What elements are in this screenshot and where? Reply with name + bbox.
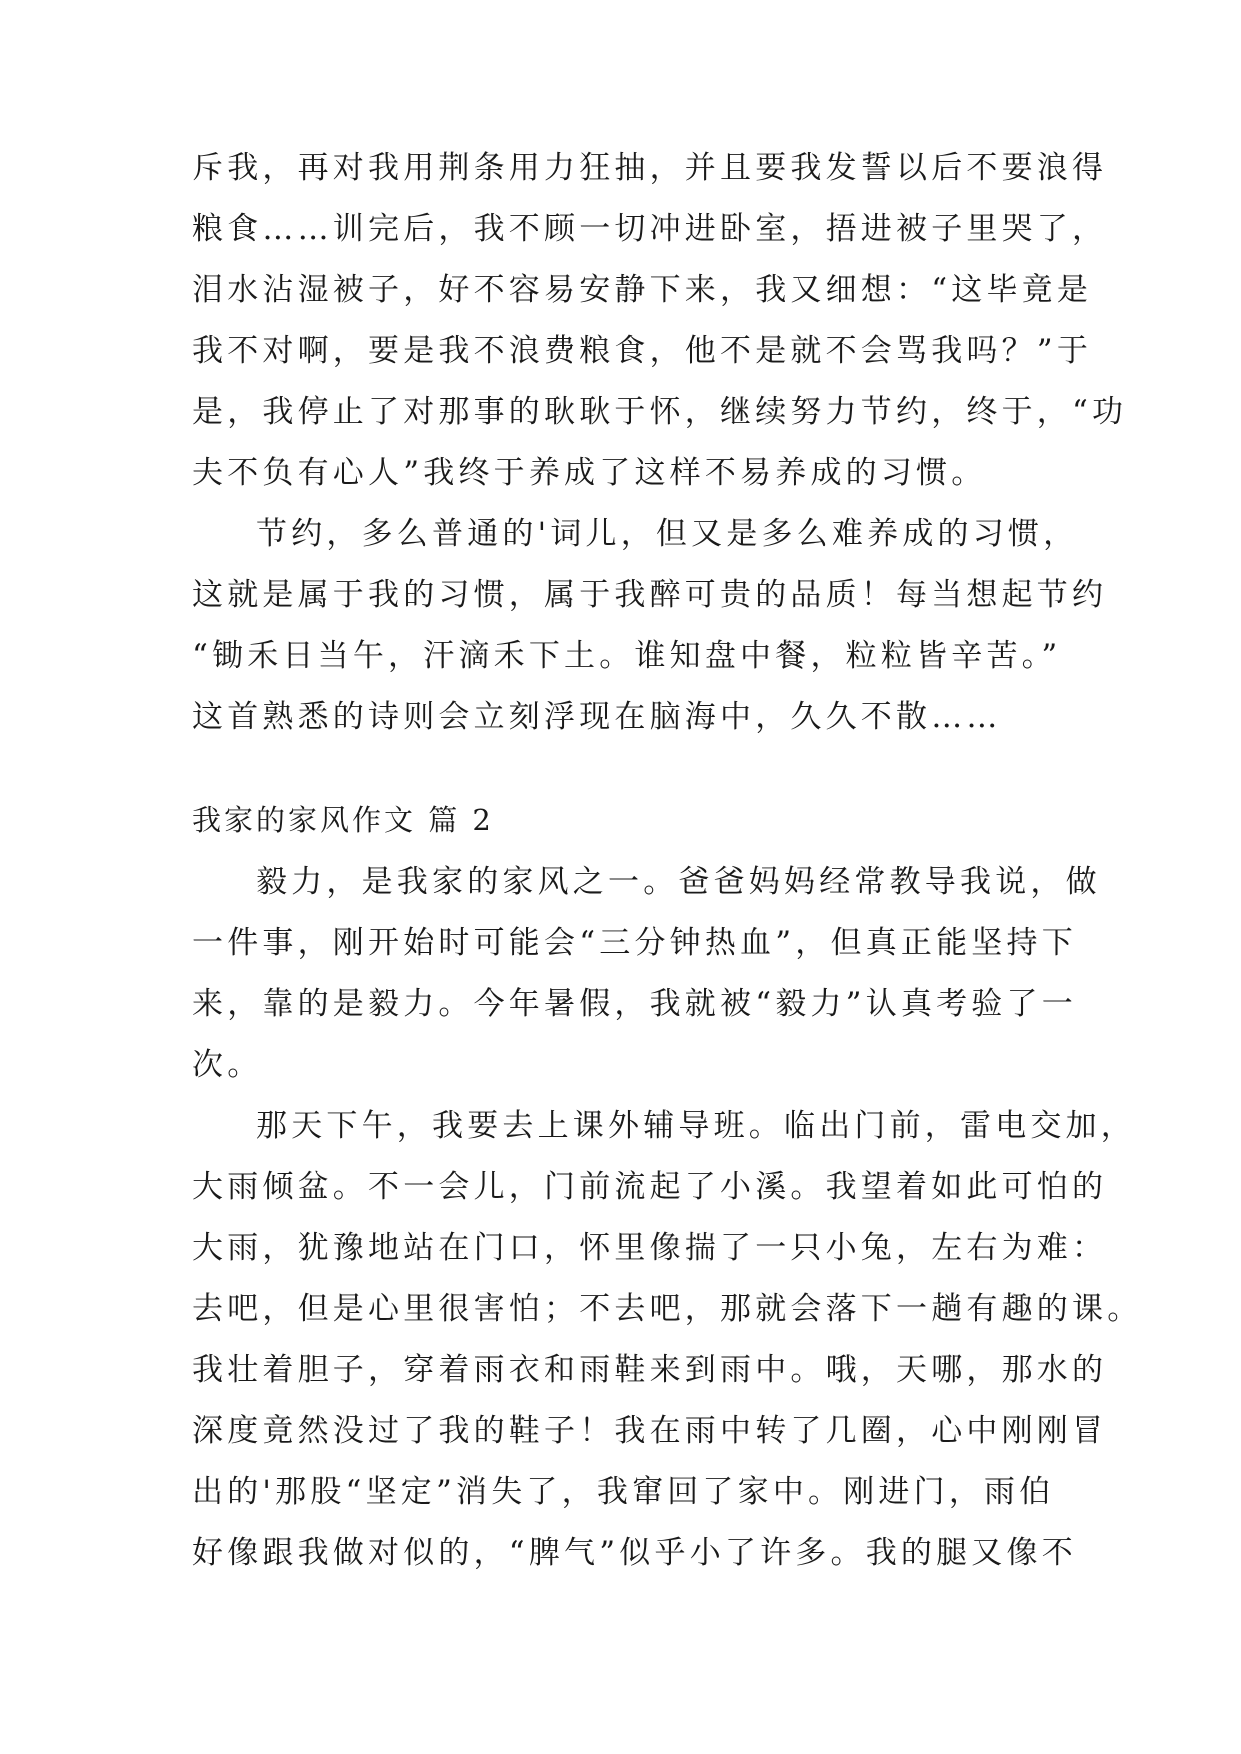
text-line: 我不对啊，要是我不浪费粮食，他不是就不会骂我吗？”于 [192, 333, 1093, 369]
text-line: 节约，多么普通的'词儿，但又是多么难养成的习惯， [256, 516, 1079, 552]
text-line: 一件事，刚开始时可能会“三分钟热血”，但真正能坚持下 [192, 925, 1077, 961]
text-line: 大雨，犹豫地站在门口，怀里像揣了一只小兔，左右为难： [192, 1230, 1108, 1266]
text-line: “锄禾日当午，汗滴禾下土。谁知盘中餐，粒粒皆辛苦。” [192, 638, 1062, 674]
text-line: 夫不负有心人”我终于养成了这样不易养成的习惯。 [192, 455, 987, 491]
text-line: 毅力，是我家的家风之一。爸爸妈妈经常教导我说，做 [256, 864, 1101, 900]
text-line: 这首熟悉的诗则会立刻浮现在脑海中，久久不散…… [192, 699, 1002, 735]
text-line: 这就是属于我的习惯，属于我醉可贵的品质！每当想起节约 [192, 577, 1108, 613]
text-line: 出的'那股“坚定”消失了，我窜回了家中。刚进门，雨伯 [192, 1474, 1055, 1510]
text-line: 大雨倾盆。不一会儿，门前流起了小溪。我望着如此可怕的 [192, 1169, 1108, 1205]
text-line: 我壮着胆子，穿着雨衣和雨鞋来到雨中。哦，天哪，那水的 [192, 1352, 1108, 1388]
section-heading: 我家的家风作文 篇 2 [192, 803, 494, 837]
text-line: 去吧，但是心里很害怕；不去吧，那就会落下一趟有趣的课。 [192, 1291, 1143, 1327]
text-line: 深度竟然没过了我的鞋子！我在雨中转了几圈，心中刚刚冒 [192, 1413, 1108, 1449]
text-line: 好像跟我做对似的，“脾气”似乎小了许多。我的腿又像不 [192, 1535, 1077, 1571]
text-line: 次。 [192, 1047, 263, 1083]
text-line: 是，我停止了对那事的耿耿于怀，继续努力节约，终于，“功 [192, 394, 1128, 430]
text-line: 来，靠的是毅力。今年暑假，我就被“毅力”认真考验了一 [192, 986, 1077, 1022]
text-line: 粮食……训完后，我不顾一切冲进卧室，捂进被子里哭了， [192, 211, 1108, 247]
text-line: 斥我，再对我用荆条用力狂抽，并且要我发誓以后不要浪得 [192, 150, 1108, 186]
text-line: 泪水沾湿被子，好不容易安静下来，我又细想：“这毕竟是 [192, 272, 1093, 308]
text-line: 那天下午，我要去上课外辅导班。临出门前，雷电交加， [256, 1108, 1136, 1144]
